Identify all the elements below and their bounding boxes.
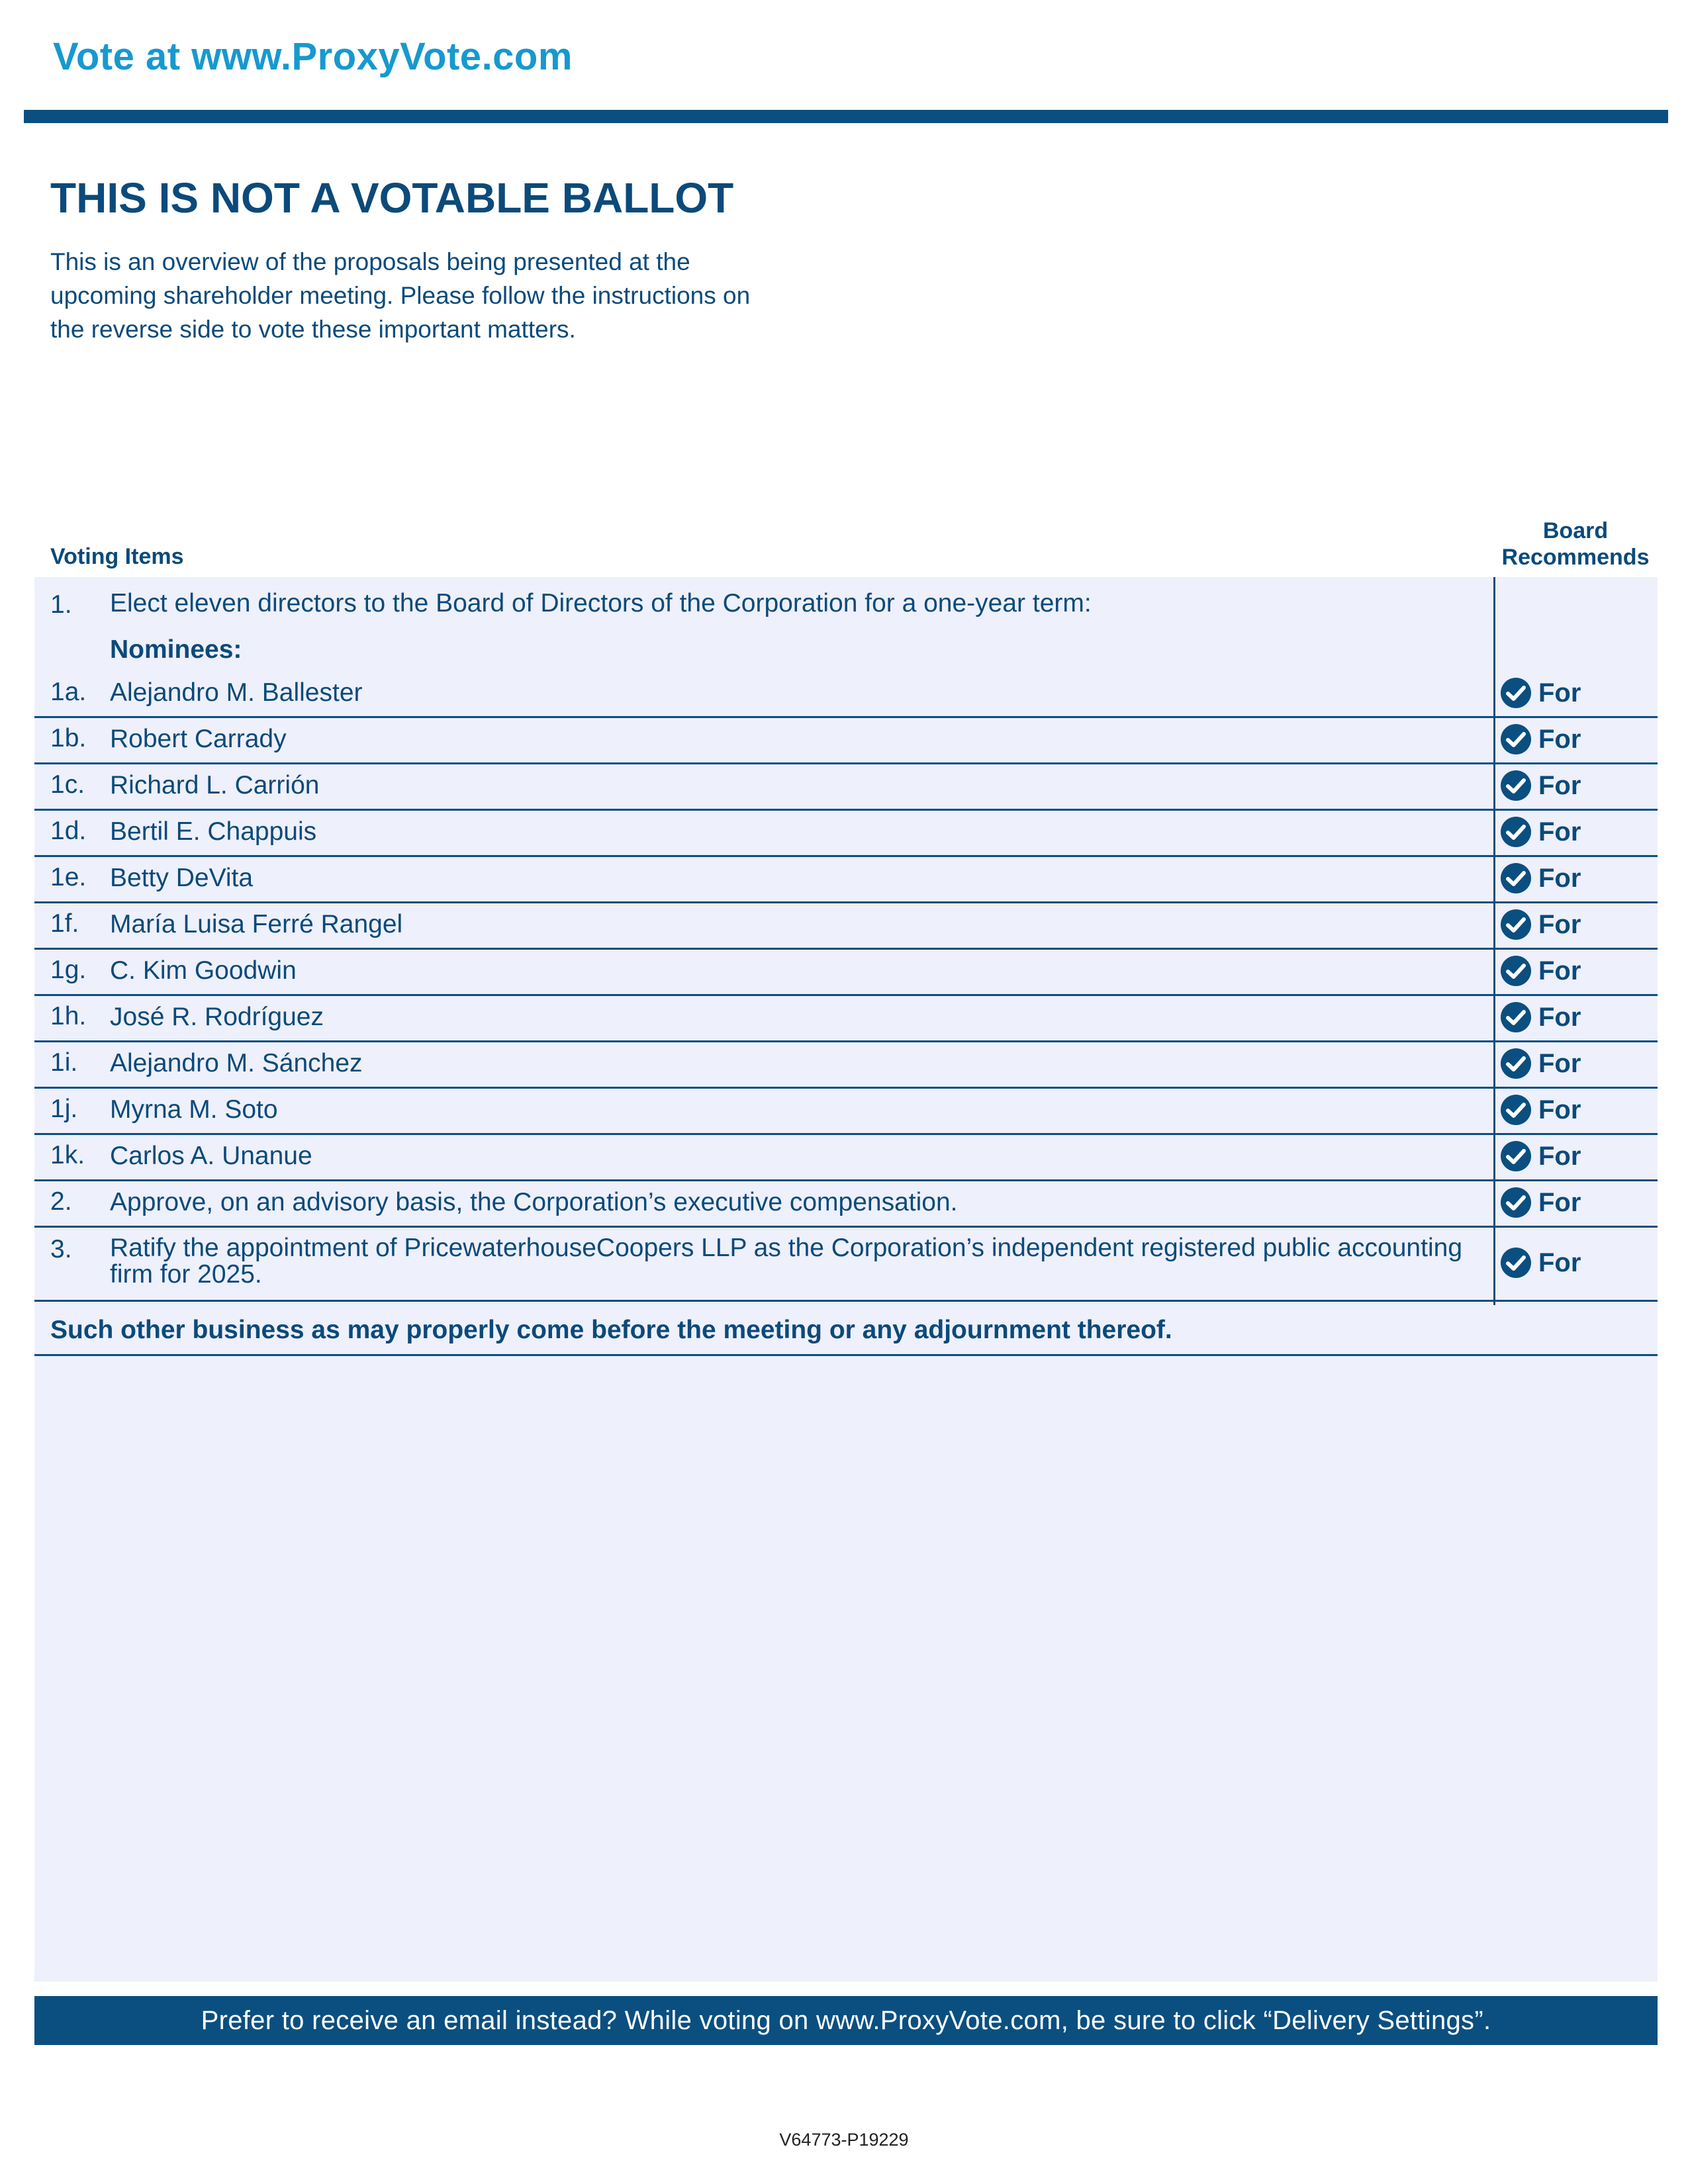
board-recommendation — [1500, 1001, 1581, 1033]
vote-site-heading: Vote at www.ProxyVote.com — [53, 35, 573, 78]
recommendation-label: For — [1538, 956, 1581, 985]
recommendation-label: For — [1538, 863, 1581, 893]
board-recommendation — [1500, 862, 1581, 894]
table-row — [34, 670, 1658, 718]
item-text: Richard L. Carrión — [110, 771, 320, 799]
check-circle-icon — [1500, 677, 1532, 709]
board-recommendation — [1500, 723, 1581, 755]
recommendation-label: For — [1538, 1095, 1581, 1124]
table-row — [34, 762, 1658, 811]
footer-banner — [34, 1996, 1658, 2045]
intro-line: upcoming shareholder meeting. Please follow the instructions on — [50, 282, 751, 309]
item-text: Bertil E. Chappuis — [110, 817, 317, 846]
item-number: 1. — [50, 590, 72, 619]
table-row — [34, 1179, 1658, 1228]
item-text: Carlos A. Unanue — [110, 1142, 312, 1170]
table-row — [34, 809, 1658, 857]
board-recommends-header — [1489, 518, 1662, 570]
check-circle-icon — [1500, 909, 1532, 940]
board-recommendation — [1500, 770, 1581, 801]
document-id: V64773-P19229 — [779, 2130, 909, 2150]
board-recommendation — [1500, 1140, 1581, 1172]
recommendation-label: For — [1538, 724, 1581, 754]
intro-line: the reverse side to vote these important matters. — [50, 316, 576, 343]
check-circle-icon — [1500, 1140, 1532, 1172]
check-circle-icon — [1500, 816, 1532, 848]
recommendation-label: For — [1538, 678, 1581, 707]
item-text: Betty DeVita — [110, 864, 254, 892]
item-text: Alejandro M. Sánchez — [110, 1049, 363, 1077]
page-title: THIS IS NOT A VOTABLE BALLOT — [50, 174, 734, 222]
check-circle-icon — [1500, 1094, 1532, 1126]
table-row — [34, 948, 1658, 996]
item-number: 1j. — [50, 1095, 78, 1123]
voting-items-header: Voting Items — [50, 544, 184, 569]
board-recommendation — [1500, 816, 1581, 848]
recommendation-label: For — [1538, 817, 1581, 846]
item-number: 1i. — [50, 1048, 78, 1077]
proposal-1-row — [34, 577, 1658, 670]
other-business-row — [34, 1308, 1658, 1356]
recommendation-label: For — [1538, 1141, 1581, 1171]
item-number: 1k. — [50, 1141, 85, 1169]
board-header-line: Board — [1542, 518, 1609, 543]
item-number: 1e. — [50, 863, 87, 891]
board-recommendation — [1500, 955, 1581, 987]
table-row — [34, 994, 1658, 1042]
top-rule — [24, 110, 1668, 123]
item-text: Approve, on an advisory basis, the Corporation’s executive compensation. — [110, 1188, 958, 1216]
recommendation-label: For — [1538, 1187, 1581, 1217]
check-circle-icon — [1500, 1048, 1532, 1079]
item-text: Elect eleven directors to the Board of Directors of the Corporation for a one-year term: — [110, 589, 1092, 617]
recommendation-label: For — [1538, 1048, 1581, 1078]
nominees-label: Nominees: — [110, 635, 242, 664]
check-circle-icon — [1500, 1247, 1532, 1279]
item-text: José R. Rodríguez — [110, 1003, 324, 1031]
board-recommendation — [1500, 909, 1581, 940]
check-circle-icon — [1500, 770, 1532, 801]
intro-line: This is an overview of the proposals being presented at the — [50, 248, 690, 275]
item-number: 1a. — [50, 678, 87, 706]
table-row — [34, 716, 1658, 764]
check-circle-icon — [1500, 1187, 1532, 1218]
footer-message: Prefer to receive an email instead? While voting on www.ProxyVote.com, be sure to click “Delivery Settings”. — [201, 2005, 1491, 2035]
board-recommendation — [1500, 1048, 1581, 1079]
check-circle-icon — [1500, 955, 1532, 987]
other-business-text: Such other business as may properly come before the meeting or any adjournment thereof. — [50, 1316, 1172, 1344]
table-row — [34, 855, 1658, 903]
check-circle-icon — [1500, 862, 1532, 894]
board-recommendation — [1500, 1094, 1581, 1126]
table-row — [34, 1087, 1658, 1135]
board-header-line: Recommends — [1501, 545, 1650, 570]
item-number: 2. — [50, 1187, 72, 1216]
table-row — [34, 1133, 1658, 1181]
item-text: María Luisa Ferré Rangel — [110, 910, 403, 938]
item-text: Robert Carrady — [110, 725, 287, 753]
item-text: Myrna M. Soto — [110, 1095, 278, 1124]
check-circle-icon — [1500, 723, 1532, 755]
item-text: Ratify the appointment of PricewaterhouseCoopers LLP as the Corporation’s independent registered public accounting firm for 2025. — [110, 1234, 1463, 1289]
recommendation-label: For — [1538, 1248, 1581, 1277]
board-recommendation — [1500, 1187, 1581, 1218]
item-number: 1d. — [50, 817, 87, 845]
table-row — [34, 1040, 1658, 1089]
item-text: Alejandro M. Ballester — [110, 678, 363, 707]
item-number: 1f. — [50, 909, 79, 938]
recommendation-label: For — [1538, 1002, 1581, 1032]
item-number: 1g. — [50, 956, 87, 984]
check-circle-icon — [1500, 1001, 1532, 1033]
table-row — [34, 1226, 1658, 1302]
recommendation-label: For — [1538, 909, 1581, 939]
recommendation-label: For — [1538, 770, 1581, 800]
item-number: 3. — [50, 1235, 72, 1263]
intro-text — [50, 245, 911, 346]
item-number: 1c. — [50, 770, 85, 799]
item-number: 1b. — [50, 724, 87, 752]
table-row — [34, 901, 1658, 950]
board-recommendation — [1500, 677, 1581, 709]
board-recommendation — [1500, 1247, 1581, 1279]
item-number: 1h. — [50, 1002, 87, 1030]
item-text: C. Kim Goodwin — [110, 956, 297, 985]
